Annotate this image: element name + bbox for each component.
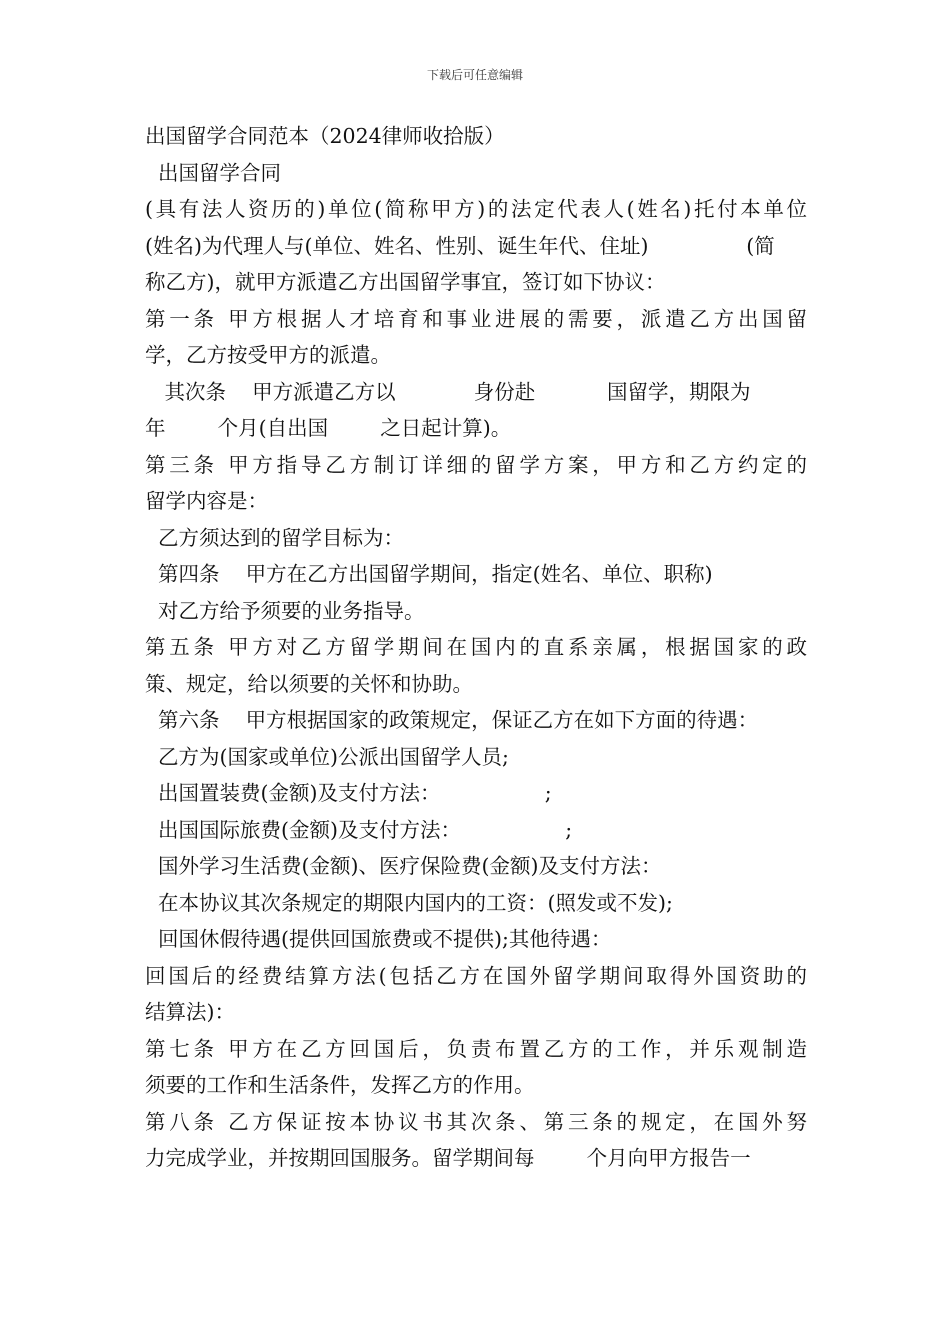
contract-line: 结算法)： <box>145 1000 235 1024</box>
contract-line: 第一条 甲方根据人才培育和事业进展的需要，派遣乙方出国留 <box>145 306 807 331</box>
contract-line: 出国国际旅费(金额)及支付方法： ; <box>145 817 573 842</box>
contract-line: 出国留学合同 <box>145 160 282 185</box>
contract-line: 第八条 乙方保证按本协议书其次条、第三条的规定，在国外努 <box>145 1109 807 1134</box>
contract-line: 留学内容是： <box>145 489 268 513</box>
contract-line: 乙方须达到的留学目标为： <box>145 525 405 550</box>
contract-text <box>145 155 807 1177</box>
header-note: 下载后可任意编辑 <box>426 68 523 82</box>
contract-line: 第六条 甲方根据国家的政策规定，保证乙方在如下方面的待遇： <box>145 708 759 732</box>
document-title: 出国留学合同范本（2024律师收拾版） <box>145 124 505 148</box>
contract-line: 学，乙方按受甲方的派遣。 <box>145 343 391 367</box>
contract-line: 乙方为(国家或单位)公派出国留学人员; <box>145 744 509 769</box>
contract-line: 年 个月(自出国 之日起计算)。 <box>145 416 512 440</box>
contract-line: 第三条 甲方指导乙方制订详细的留学方案，甲方和乙方约定的 <box>145 452 807 477</box>
contract-line: 策、规定，给以须要的关怀和协助。 <box>145 671 473 696</box>
contract-line: 第五条 甲方对乙方留学期间在国内的直系亲属，根据国家的政 <box>145 635 807 659</box>
contract-line: 第七条 甲方在乙方回国后，负责布置乙方的工作，并乐观制造 <box>145 1036 807 1061</box>
contract-line: 回国后的经费结算方法(包括乙方在国外留学期间取得外国资助的 <box>145 963 807 988</box>
contract-line: (姓名)为代理人与(单位、姓名、性别、诞生年代、住址) (简 <box>145 233 775 258</box>
contract-line: 出国置装费(金额)及支付方法： ; <box>145 781 552 805</box>
contract-line: 须要的工作和生活条件，发挥乙方的作用。 <box>145 1073 535 1097</box>
contract-line: 国外学习生活费(金额)、医疗保险费(金额)及支付方法： <box>145 854 662 878</box>
contract-line: 称乙方)，就甲方派遣乙方出国留学事宜，签订如下协议： <box>145 270 666 294</box>
contract-line: 其次条 甲方派遣乙方以 身份赴 国留学，期限为 <box>145 379 751 404</box>
contract-line: 回国休假待遇(提供回国旅费或不提供);其他待遇： <box>145 927 612 951</box>
contract-line: 第四条 甲方在乙方出国留学期间，指定(姓名、单位、职称) <box>145 562 713 586</box>
contract-line: 在本协议其次条规定的期限内国内的工资：(照发或不发); <box>145 890 673 915</box>
contract-line: 对乙方给予须要的业务指导。 <box>145 598 425 623</box>
document-body <box>145 118 807 1177</box>
contract-line: (具有法人资历的)单位(简称甲方)的法定代表人(姓名)托付本单位 <box>145 197 807 221</box>
contract-line: 力完成学业，并按期回国服务。留学期间每 个月向甲方报告一 <box>145 1146 751 1170</box>
